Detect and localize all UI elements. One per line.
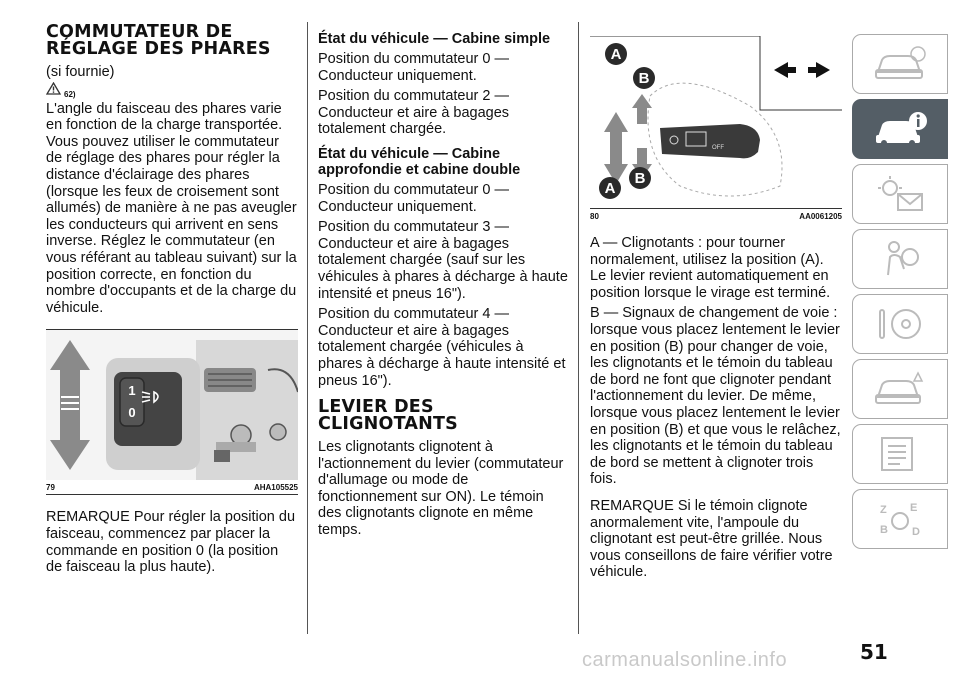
figure-code: AA0061205: [799, 212, 842, 221]
single-cab-pos-0: Position du commutateur 0 — Conducteur uniquement.: [318, 51, 510, 84]
double-cab-pos-3: Position du commutateur 3 — Conducteur et aire à bagages totalement chargée (sauf sur les véhicules à phares à décharge à haute intensité et pneus 16").: [318, 219, 568, 302]
label-b-top: B: [638, 70, 650, 87]
note-paragraph: REMARQUE Si le témoin clignote anormalement vite, l'ampoule du clignotant est peut-être grillée. Nous vous conseillons de faire vérifier votre véhicule.: [590, 497, 833, 581]
figure-number: 79: [46, 483, 55, 493]
tab-lights-messages[interactable]: [852, 164, 948, 224]
warning-reference: [46, 82, 298, 99]
svg-text:B: B: [880, 524, 888, 536]
position-a-paragraph: A — Clignotants : pour tourner normalement, utilisez la position (A). Le levier revient automatiquement en position lorsque le virage est terminé.: [590, 235, 831, 301]
svg-text:E: E: [910, 502, 918, 514]
warning-triangle-icon: [46, 82, 61, 95]
figure-turn-signal-lever: [590, 36, 842, 208]
figure-headlight-switch: [46, 329, 298, 480]
turn-signal-paragraph: Les clignotants clignotent à l'actionnement du levier (commutateur d'allumage ou mode de fonctionnement sur ON). Le témoin des clignotants clignote en même temps.: [318, 439, 564, 539]
left-right-arrow-icon: [774, 62, 830, 78]
heading-double-cab: État du véhicule — Cabine approfondie et cabine double: [318, 145, 521, 178]
column-vehicle-state: [318, 31, 570, 543]
figure-caption: [590, 208, 842, 223]
column-separator: [307, 22, 308, 634]
turn-signal-lever-illustration: [590, 36, 842, 208]
label-a-top: A: [610, 46, 622, 63]
car-service-icon: [872, 369, 928, 409]
note-paragraph: REMARQUE Pour régler la position du faisceau, commencez par placer la commande en position 0 (la position de faisceau la plus haute).: [46, 509, 296, 576]
double-cab-pos-0: Position du commutateur 0 — Conducteur uniquement.: [318, 181, 510, 215]
figure-caption: [46, 480, 298, 495]
light-envelope-icon: [872, 174, 928, 214]
tab-car-info[interactable]: [852, 34, 948, 94]
index-letters-icon: [872, 499, 928, 539]
tab-specifications[interactable]: [852, 424, 948, 484]
car-info-icon: [872, 44, 928, 84]
section-title: COMMUTATEUR DE RÉGLAGE DES PHARES: [46, 22, 271, 59]
svg-text:D: D: [912, 526, 920, 538]
column-headlight-leveling: [46, 24, 298, 580]
specs-list-icon: [872, 434, 928, 474]
column-turn-signal: [590, 36, 842, 585]
label-b-bottom: B: [634, 170, 646, 187]
position-b-paragraph: B — Signaux de changement de voie : lorsque vous placez lentement le levier en position (B) pour changer de voie, les clignotants et le témoin du tableau de bord ne font que clignoter pendant l'actionnement du levier. De même, lorsque vous placez lentement le levier en position (B) et que vous le relâchez, les clignotants et le témoin du tableau de bord se mettent à clignoter trois fois.: [590, 305, 841, 488]
chapter-tab-sidebar: [852, 34, 948, 554]
double-cab-pos-4: Position du commutateur 4 — Conducteur et aire à bagages totalement chargée (véhicules à phares à décharge à haute intensité et pneus 16").: [318, 306, 566, 389]
lever-off-label: OFF: [712, 145, 724, 151]
wrench-wheel-icon: [872, 304, 928, 344]
svg-text:Z: Z: [880, 504, 887, 516]
label-a-bottom: A: [604, 180, 616, 197]
tab-car-i[interactable]: [852, 99, 948, 159]
headlight-switch-illustration: [46, 330, 298, 480]
body-paragraph: L'angle du faisceau des phares varie en fonction de la charge transportée. Vous pouvez utiliser le commutateur de réglage des phares pour régler la distance d'éclairage des phares (lorsque les feux de croisement sont allumés) de manière à ne pas aveugler les conducteurs qui arrivent en sens inverse. Réglez le commutateur (en vous référant au tableau suivant) sur la position correcte, en fonction du nombre d'occupants et de la charge du véhicule.: [46, 100, 297, 316]
single-cab-pos-2: Position du commutateur 2 — Conducteur et aire à bagages totalement chargée.: [318, 88, 510, 138]
figure-number: 80: [590, 212, 599, 221]
switch-position-0: 0: [128, 405, 136, 421]
section-title-turn-signal: LEVIER DES CLIGNOTANTS: [318, 397, 458, 435]
heading-single-cab: État du véhicule — Cabine simple: [318, 31, 551, 47]
column-separator: [578, 22, 579, 634]
warning-ref-number: 62): [64, 89, 76, 99]
subtitle: (si fournie): [46, 64, 115, 80]
watermark: carmanualsonline.info: [582, 649, 788, 671]
page-number: 51: [860, 640, 888, 664]
figure-code: AHA105525: [253, 483, 298, 493]
arrow-up-b-icon: [632, 94, 652, 124]
airbag-person-icon: [872, 239, 928, 279]
tab-safety[interactable]: [852, 229, 948, 289]
tab-index[interactable]: [852, 489, 948, 549]
tab-emergency[interactable]: [852, 359, 948, 419]
tab-driving[interactable]: [852, 294, 948, 354]
car-i-icon: [872, 109, 928, 149]
switch-position-1: 1: [128, 383, 136, 399]
